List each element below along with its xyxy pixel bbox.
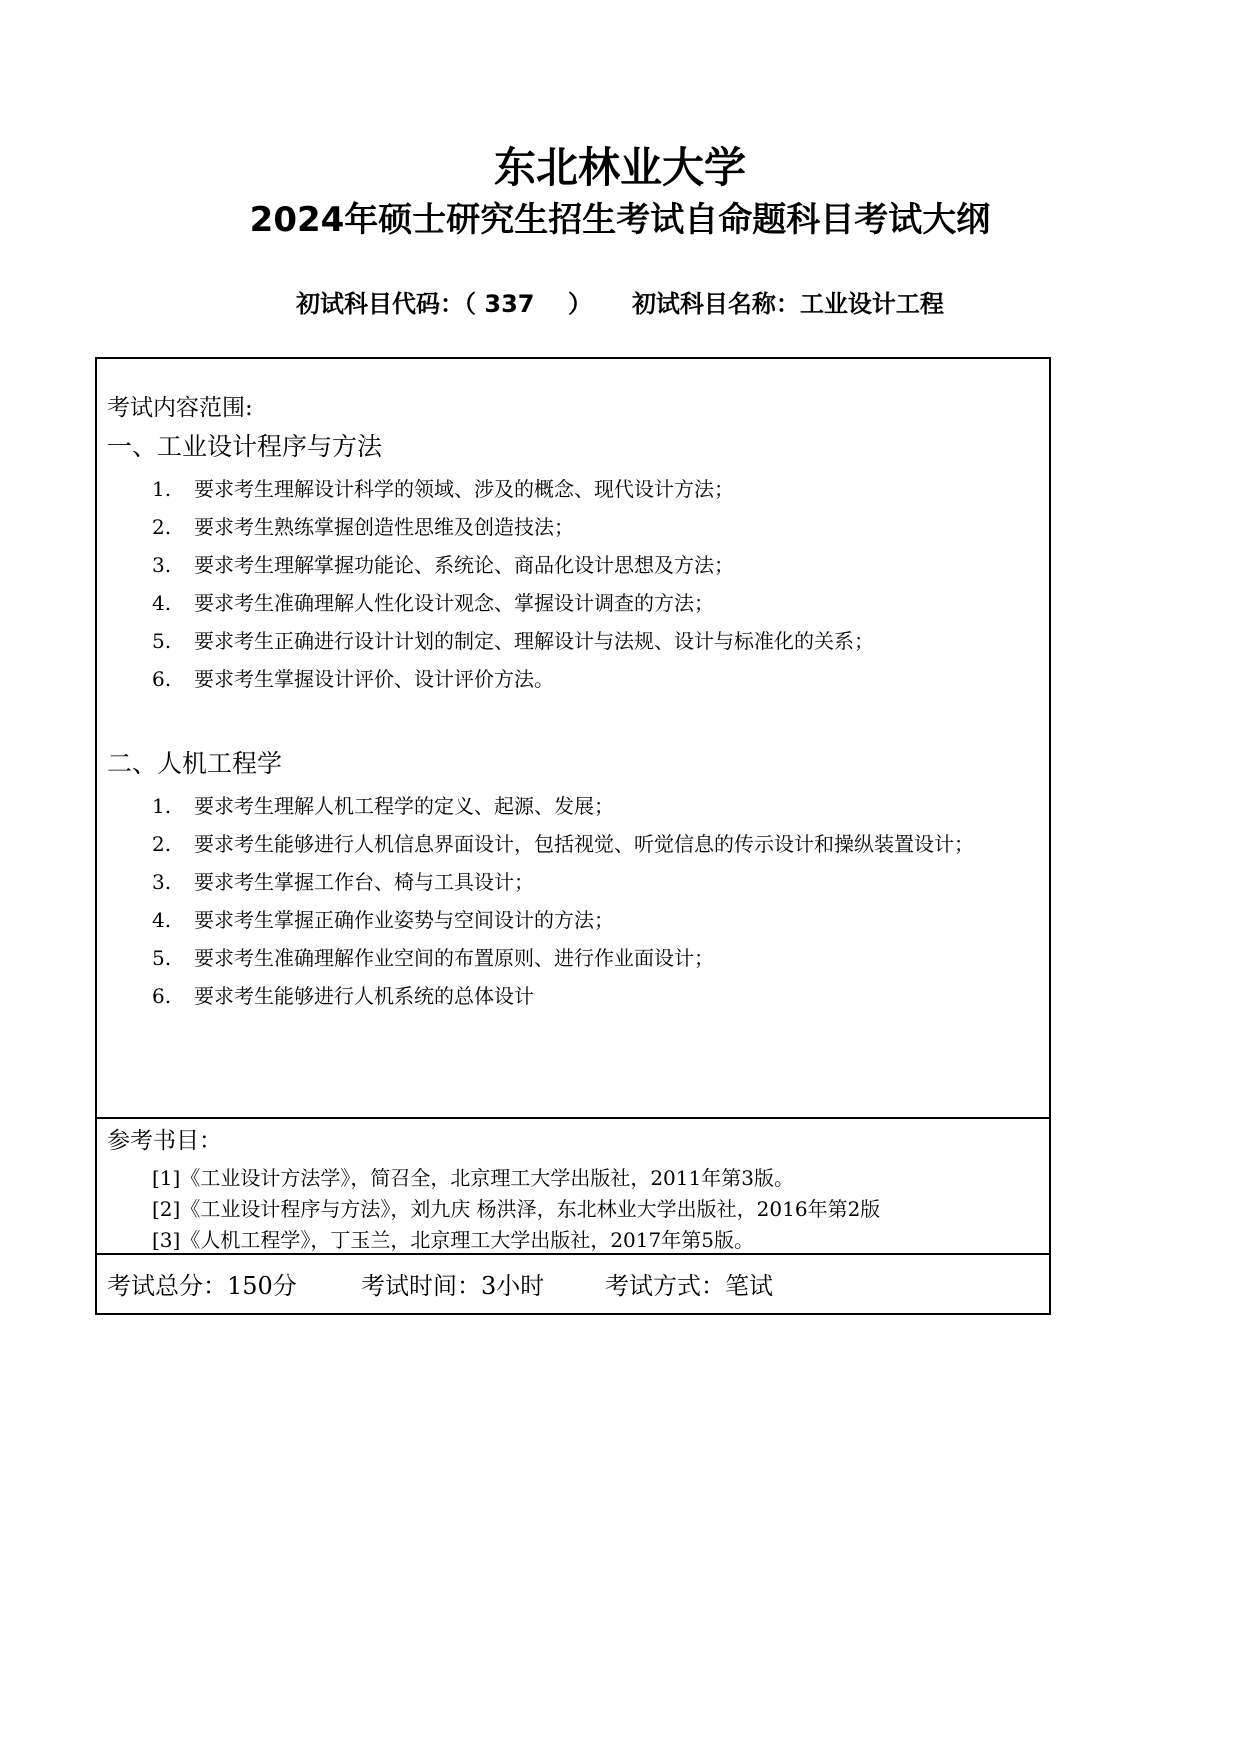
item-text: 要求考生准确理解人性化设计观念、掌握设计调查的方法； (194, 591, 714, 615)
list-item (152, 829, 974, 859)
syllabus-table (95, 357, 1051, 1315)
content-scope-label: 考试内容范围: (107, 395, 253, 421)
item-number: 3. (152, 870, 172, 894)
item-text: 要求考生理解设计科学的领域、涉及的概念、现代设计方法； (194, 477, 734, 501)
item-text: 要求考生理解人机工程学的定义、起源、发展； (194, 794, 614, 818)
item-text: 要求考生能够进行人机系统的总体设计 (194, 984, 534, 1008)
item-text: 要求考生正确进行设计计划的制定、理解设计与法规、设计与标准化的关系； (194, 629, 874, 653)
item-number: 5. (152, 629, 172, 653)
subject-code: 337 (484, 290, 535, 318)
exam-method: 考试方式：笔试 (605, 1272, 773, 1300)
item-number: 1. (152, 477, 172, 501)
list-item (152, 626, 874, 656)
list-item (152, 943, 714, 973)
exam-time: 考试时间：3小时 (361, 1272, 545, 1300)
item-number: 6. (152, 984, 172, 1008)
item-number: 4. (152, 591, 172, 615)
subject-info-line (0, 286, 1240, 322)
subject-code-label: 初试科目代码：（ (296, 290, 477, 318)
item-text: 要求考生理解掌握功能论、系统论、商品化设计思想及方法； (194, 553, 734, 577)
reference-item: [1]《工业设计方法学》，简召全，北京理工大学出版社，2011年第3版。 (152, 1166, 794, 1190)
item-text: 要求考生掌握设计评价、设计评价方法。 (194, 667, 554, 691)
item-text: 要求考生掌握工作台、椅与工具设计； (194, 870, 534, 894)
list-item (152, 791, 614, 821)
list-item (152, 664, 554, 694)
exam-info-section (97, 1255, 1049, 1313)
subject-name: 工业设计工程 (799, 290, 944, 318)
total-score: 考试总分：150分 (107, 1272, 297, 1300)
list-item (152, 512, 574, 542)
list-item (152, 550, 734, 580)
item-number: 2. (152, 515, 172, 539)
subject-name-label: 初试科目名称： (631, 290, 800, 318)
item-text: 要求考生能够进行人机信息界面设计，包括视觉、听觉信息的传示设计和操纵装置设计； (194, 832, 974, 856)
item-number: 5. (152, 946, 172, 970)
item-number: 6. (152, 667, 172, 691)
content-scope-section (97, 359, 1049, 1119)
section-heading-design-methods: 一、工业设计程序与方法 (107, 432, 383, 461)
item-number: 1. (152, 794, 172, 818)
item-number: 4. (152, 908, 172, 932)
references-label: 参考书目： (107, 1128, 222, 1154)
list-item (152, 588, 714, 618)
list-item (152, 981, 534, 1011)
item-number: 3. (152, 553, 172, 577)
list-item (152, 474, 734, 504)
item-text: 要求考生准确理解作业空间的布置原则、进行作业面设计； (194, 946, 714, 970)
list-item (152, 867, 534, 897)
item-text: 要求考生熟练掌握创造性思维及创造技法； (194, 515, 574, 539)
exam-info-row (107, 1269, 773, 1303)
section-heading-ergonomics: 二、人机工程学 (107, 749, 283, 778)
subject-code-close: ） (567, 290, 592, 318)
university-name: 东北林业大学 (493, 143, 746, 192)
list-item (152, 905, 614, 935)
references-section (97, 1119, 1049, 1255)
reference-item: [2]《工业设计程序与方法》，刘九庆 杨洪泽，东北林业大学出版社，2016年第2版 (152, 1197, 881, 1221)
item-number: 2. (152, 832, 172, 856)
document-title: 2024年硕士研究生招生考试自命题科目考试大纲 (249, 200, 991, 240)
item-text: 要求考生掌握正确作业姿势与空间设计的方法； (194, 908, 614, 932)
reference-item: [3]《人机工程学》，丁玉兰，北京理工大学出版社，2017年第5版。 (152, 1228, 754, 1252)
